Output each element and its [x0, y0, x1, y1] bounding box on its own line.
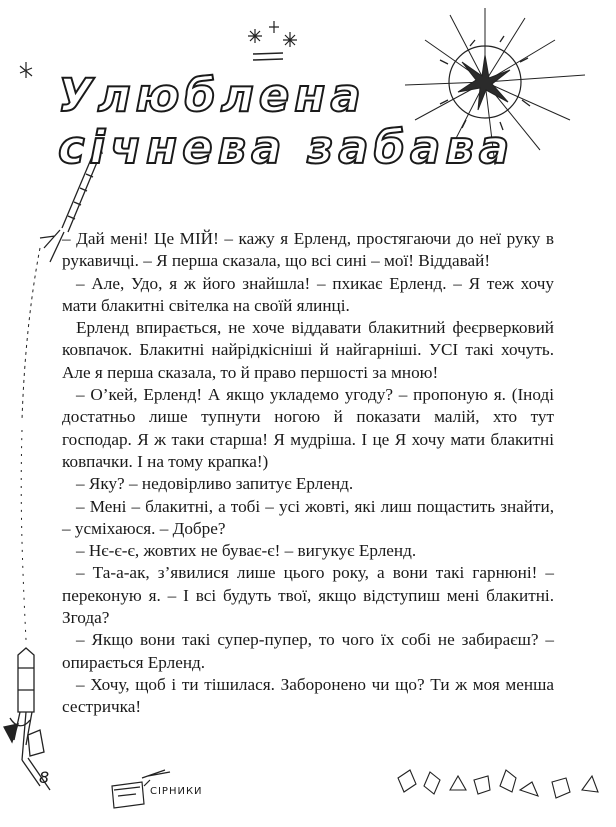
- paragraph: – Яку? – недовірливо запитує Ерленд.: [76, 474, 354, 494]
- paragraph: Ерленд впирається, не хоче віддавати блакитний феєрверковий ковпачок. Блакитні найрідкісніші й найгарніші. УСІ такі хочуть. Але я перша сказала, то й право першості за мною!: [62, 318, 554, 382]
- rock-shards-icon: [398, 770, 598, 798]
- chapter-title: [58, 69, 515, 174]
- paragraph: – Хочу, щоб і ти тішилася. Заборонено чи що? Ти ж моя менша сестричка!: [62, 674, 554, 717]
- matches-label: СІРНИКИ: [150, 786, 203, 797]
- chapter-title-line2: січнева забава: [58, 121, 515, 174]
- page-number: 8: [39, 768, 50, 787]
- paragraph: – Нє-є-є, жовтих не буває-є! – вигукує Ерленд.: [76, 541, 417, 561]
- paragraph: – Але, Удо, я ж його знайшла! – пхикає Ерленд. – Я теж хочу мати блакитні світелка на своїй ялинці.: [62, 273, 554, 315]
- paragraph: – Мені – блакитні, а тобі – усі жовті, які лиш пощастить знайти, – усміхаюся. – Добре?: [62, 496, 554, 538]
- paragraph: – Та-а-ак, з’явилися лише цього року, а вони такі гарнюні! – переконую я. – І всі будуть твої, якщо відступиш мені блакитні. Згода?: [62, 563, 554, 628]
- spark-trail: [253, 53, 283, 60]
- paragraph: – Дай мені! Це МІЙ! – кажу я Ерленд, простягаючи до неї руку в рукавичці. – Я перша сказала, що всі сині – мої! Віддавай!: [62, 229, 554, 271]
- paragraph: – Якщо вони такі супер-пупер, то чого їх собі не забираєш? – опирається Ерленд.: [62, 630, 554, 672]
- spark-trail: [21, 248, 40, 640]
- body-text: [62, 228, 554, 719]
- chapter-title-line1: Улюблена: [58, 69, 366, 122]
- paragraph: – О’кей, Ерленд! А якщо укладемо угоду? – пропоную я. (Іноді достатньо лише тупнути ногою й показати малій, хто тут господар. Я ж таки старша! Я мудріша. І це Я хочу мати блакитні ковпачки. І на тому крапка!): [62, 385, 554, 471]
